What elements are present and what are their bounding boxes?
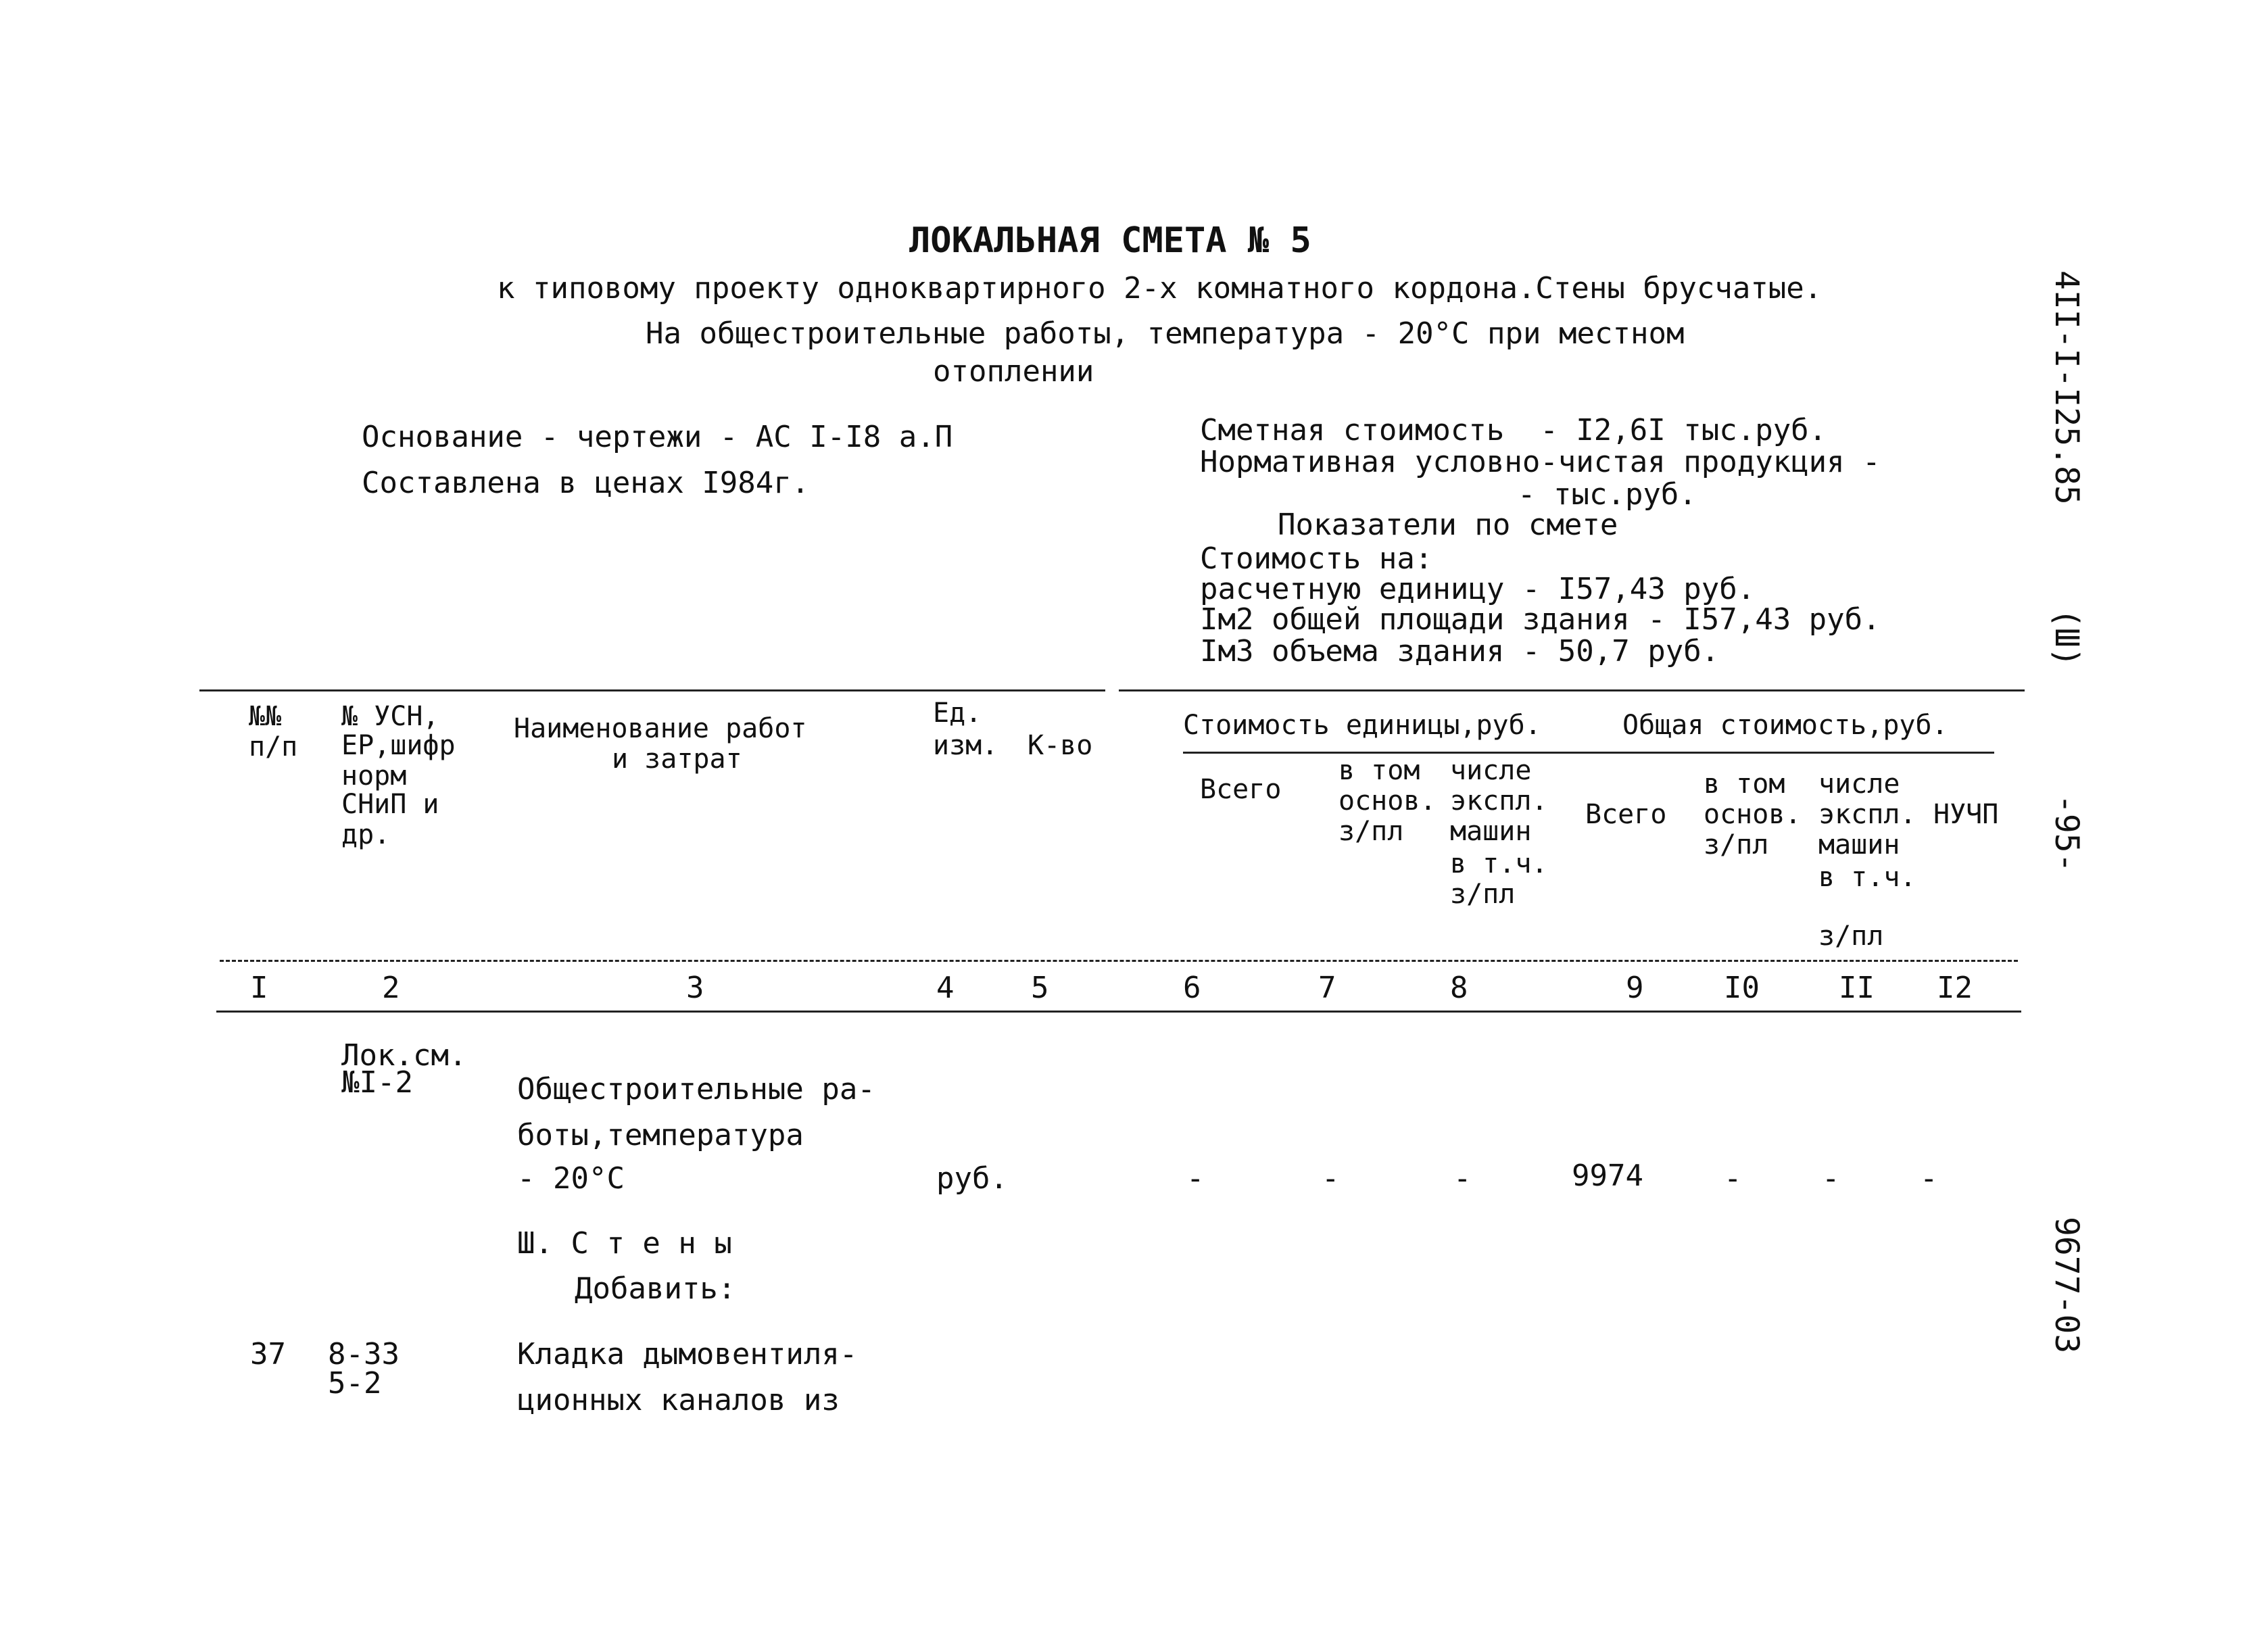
- header-unit-mach-4: з/пл: [1450, 879, 1516, 910]
- header-unit-mach-3: в т.ч.: [1450, 848, 1548, 879]
- header-col2-line1: № УСН,: [341, 701, 439, 732]
- header-unit-incl-2: числе: [1450, 755, 1532, 786]
- header-col2-line3: норм: [341, 760, 407, 792]
- row1-col10: -: [1724, 1161, 1742, 1196]
- row1-col8: -: [1453, 1161, 1472, 1196]
- row1-ref-2: №I-2: [341, 1065, 413, 1100]
- row1-total: 9974: [1572, 1159, 1643, 1193]
- col-number-1: I: [250, 971, 268, 1005]
- col-number-4: 4: [936, 971, 955, 1005]
- column-numbers-bottom-rule: [216, 1011, 2021, 1013]
- prices-text: Составлена в ценах I984г.: [362, 466, 810, 500]
- header-col2-line2: ЕР,шифр: [341, 730, 456, 761]
- header-col2-line5: др.: [341, 819, 391, 850]
- header-unit-base-2: з/пл: [1338, 816, 1404, 847]
- header-nuchp: НУЧП: [1933, 799, 1999, 830]
- header-col1-line1: №№: [249, 701, 282, 732]
- table-top-rule: [199, 689, 1105, 691]
- row37-number: 37: [250, 1337, 286, 1371]
- col-number-8: 8: [1450, 971, 1468, 1005]
- col-number-5: 5: [1031, 971, 1049, 1005]
- row37-code-1: 8-33: [328, 1337, 400, 1371]
- col-number-3: 3: [686, 971, 704, 1005]
- header-col5: К-во: [1028, 730, 1093, 761]
- row1-ref-1: Лок.см.: [341, 1038, 467, 1073]
- header-col4-line1: Ед.: [933, 698, 982, 729]
- column-numbers-top-rule: [220, 960, 2018, 962]
- header-unit-base-1: основ.: [1338, 785, 1437, 817]
- row37-name-1: Кладка дымовентиля-: [517, 1337, 858, 1371]
- document-title: ЛОКАЛЬНАЯ СМЕТА № 5: [909, 220, 1311, 261]
- row37-name-2: ционных каналов из: [517, 1383, 840, 1417]
- col-number-2: 2: [382, 971, 400, 1005]
- row1-col7: -: [1322, 1161, 1340, 1196]
- row1-unit: руб.: [936, 1161, 1008, 1196]
- header-total-base-2: з/пл: [1704, 829, 1769, 860]
- doc-number: 9677-03: [2048, 1217, 2085, 1354]
- header-col4-line2: изм.: [933, 730, 998, 761]
- volume-label: (Ш): [2048, 608, 2085, 667]
- col-number-10: I0: [1724, 971, 1760, 1005]
- header-total-mach-4: з/пл: [1818, 921, 1884, 952]
- section-add: Добавить:: [575, 1271, 736, 1306]
- header-total-incl-2: числе: [1818, 769, 1900, 800]
- row1-name-3: - 20°С: [517, 1161, 625, 1196]
- document-subtitle-2: На общестроительные работы, температура - 20°С при местном: [646, 316, 1685, 351]
- header-subgroup-rule: [1183, 752, 1994, 754]
- header-total-incl-1: в том: [1704, 769, 1785, 800]
- col-number-6: 6: [1183, 971, 1201, 1005]
- project-code: 4II-I-I25.85: [2048, 270, 2085, 505]
- basis-text: Основание - чертежи - АС I-I8 а.П: [362, 420, 953, 454]
- header-col3-line1: Наименование работ: [514, 713, 807, 744]
- document-subtitle-3: отоплении: [933, 354, 1094, 389]
- row1-name-1: Общестроительные ра-: [517, 1072, 875, 1107]
- header-total-base-1: основ.: [1704, 799, 1802, 830]
- row1-col12: -: [1920, 1161, 1938, 1196]
- col-number-11: II: [1839, 971, 1875, 1005]
- indicators-title: Показатели по смете: [1278, 508, 1618, 542]
- header-unit-incl-1: в том: [1338, 755, 1420, 786]
- normative-production: Нормативная условно-чистая продукция -: [1200, 445, 1881, 479]
- document-subtitle: к типовому проекту одноквартирного 2-х комнатного кордона.Стены брусчатые.: [497, 271, 1823, 306]
- cost-per-m2: Iм2 общей площади здания - I57,43 руб.: [1200, 602, 1881, 637]
- col-number-12: I2: [1937, 971, 1973, 1005]
- header-col3-line2: и затрат: [612, 744, 742, 775]
- row1-name-2: боты,температура: [517, 1118, 804, 1152]
- header-unit-mach-2: машин: [1450, 816, 1532, 847]
- estimated-cost: Сметная стоимость - I2,6I тыс.руб.: [1200, 413, 1827, 447]
- header-total-mach-2: машин: [1818, 829, 1900, 860]
- col-number-9: 9: [1626, 971, 1644, 1005]
- header-unit-cost: Стоимость единицы,руб.: [1183, 710, 1541, 741]
- header-col1-line2: п/п: [249, 731, 298, 762]
- header-unit-mach-1: экспл.: [1450, 785, 1548, 817]
- section-title: Ш. С т е н ы: [517, 1226, 732, 1261]
- header-total-all: Всего: [1585, 799, 1667, 830]
- col-number-7: 7: [1318, 971, 1336, 1005]
- page-number: -95-: [2048, 794, 2085, 873]
- header-total-cost: Общая стоимость,руб.: [1622, 710, 1948, 741]
- cost-per-label: Стоимость на:: [1200, 541, 1433, 576]
- header-col2-line4: СНиП и: [341, 789, 439, 820]
- cost-per-unit: расчетную единицу - I57,43 руб.: [1200, 572, 1756, 606]
- table-top-rule-right: [1119, 689, 2025, 691]
- row37-code-2: 5-2: [328, 1366, 382, 1401]
- header-unit-all: Всего: [1200, 774, 1282, 805]
- header-total-mach-1: экспл.: [1818, 799, 1916, 830]
- normative-production-value: - тыс.руб.: [1518, 477, 1697, 512]
- header-total-mach-3: в т.ч.: [1818, 862, 1916, 893]
- row1-col11: -: [1822, 1161, 1840, 1196]
- row1-col6: -: [1186, 1161, 1205, 1196]
- cost-per-m3: Iм3 объема здания - 50,7 руб.: [1200, 634, 1720, 668]
